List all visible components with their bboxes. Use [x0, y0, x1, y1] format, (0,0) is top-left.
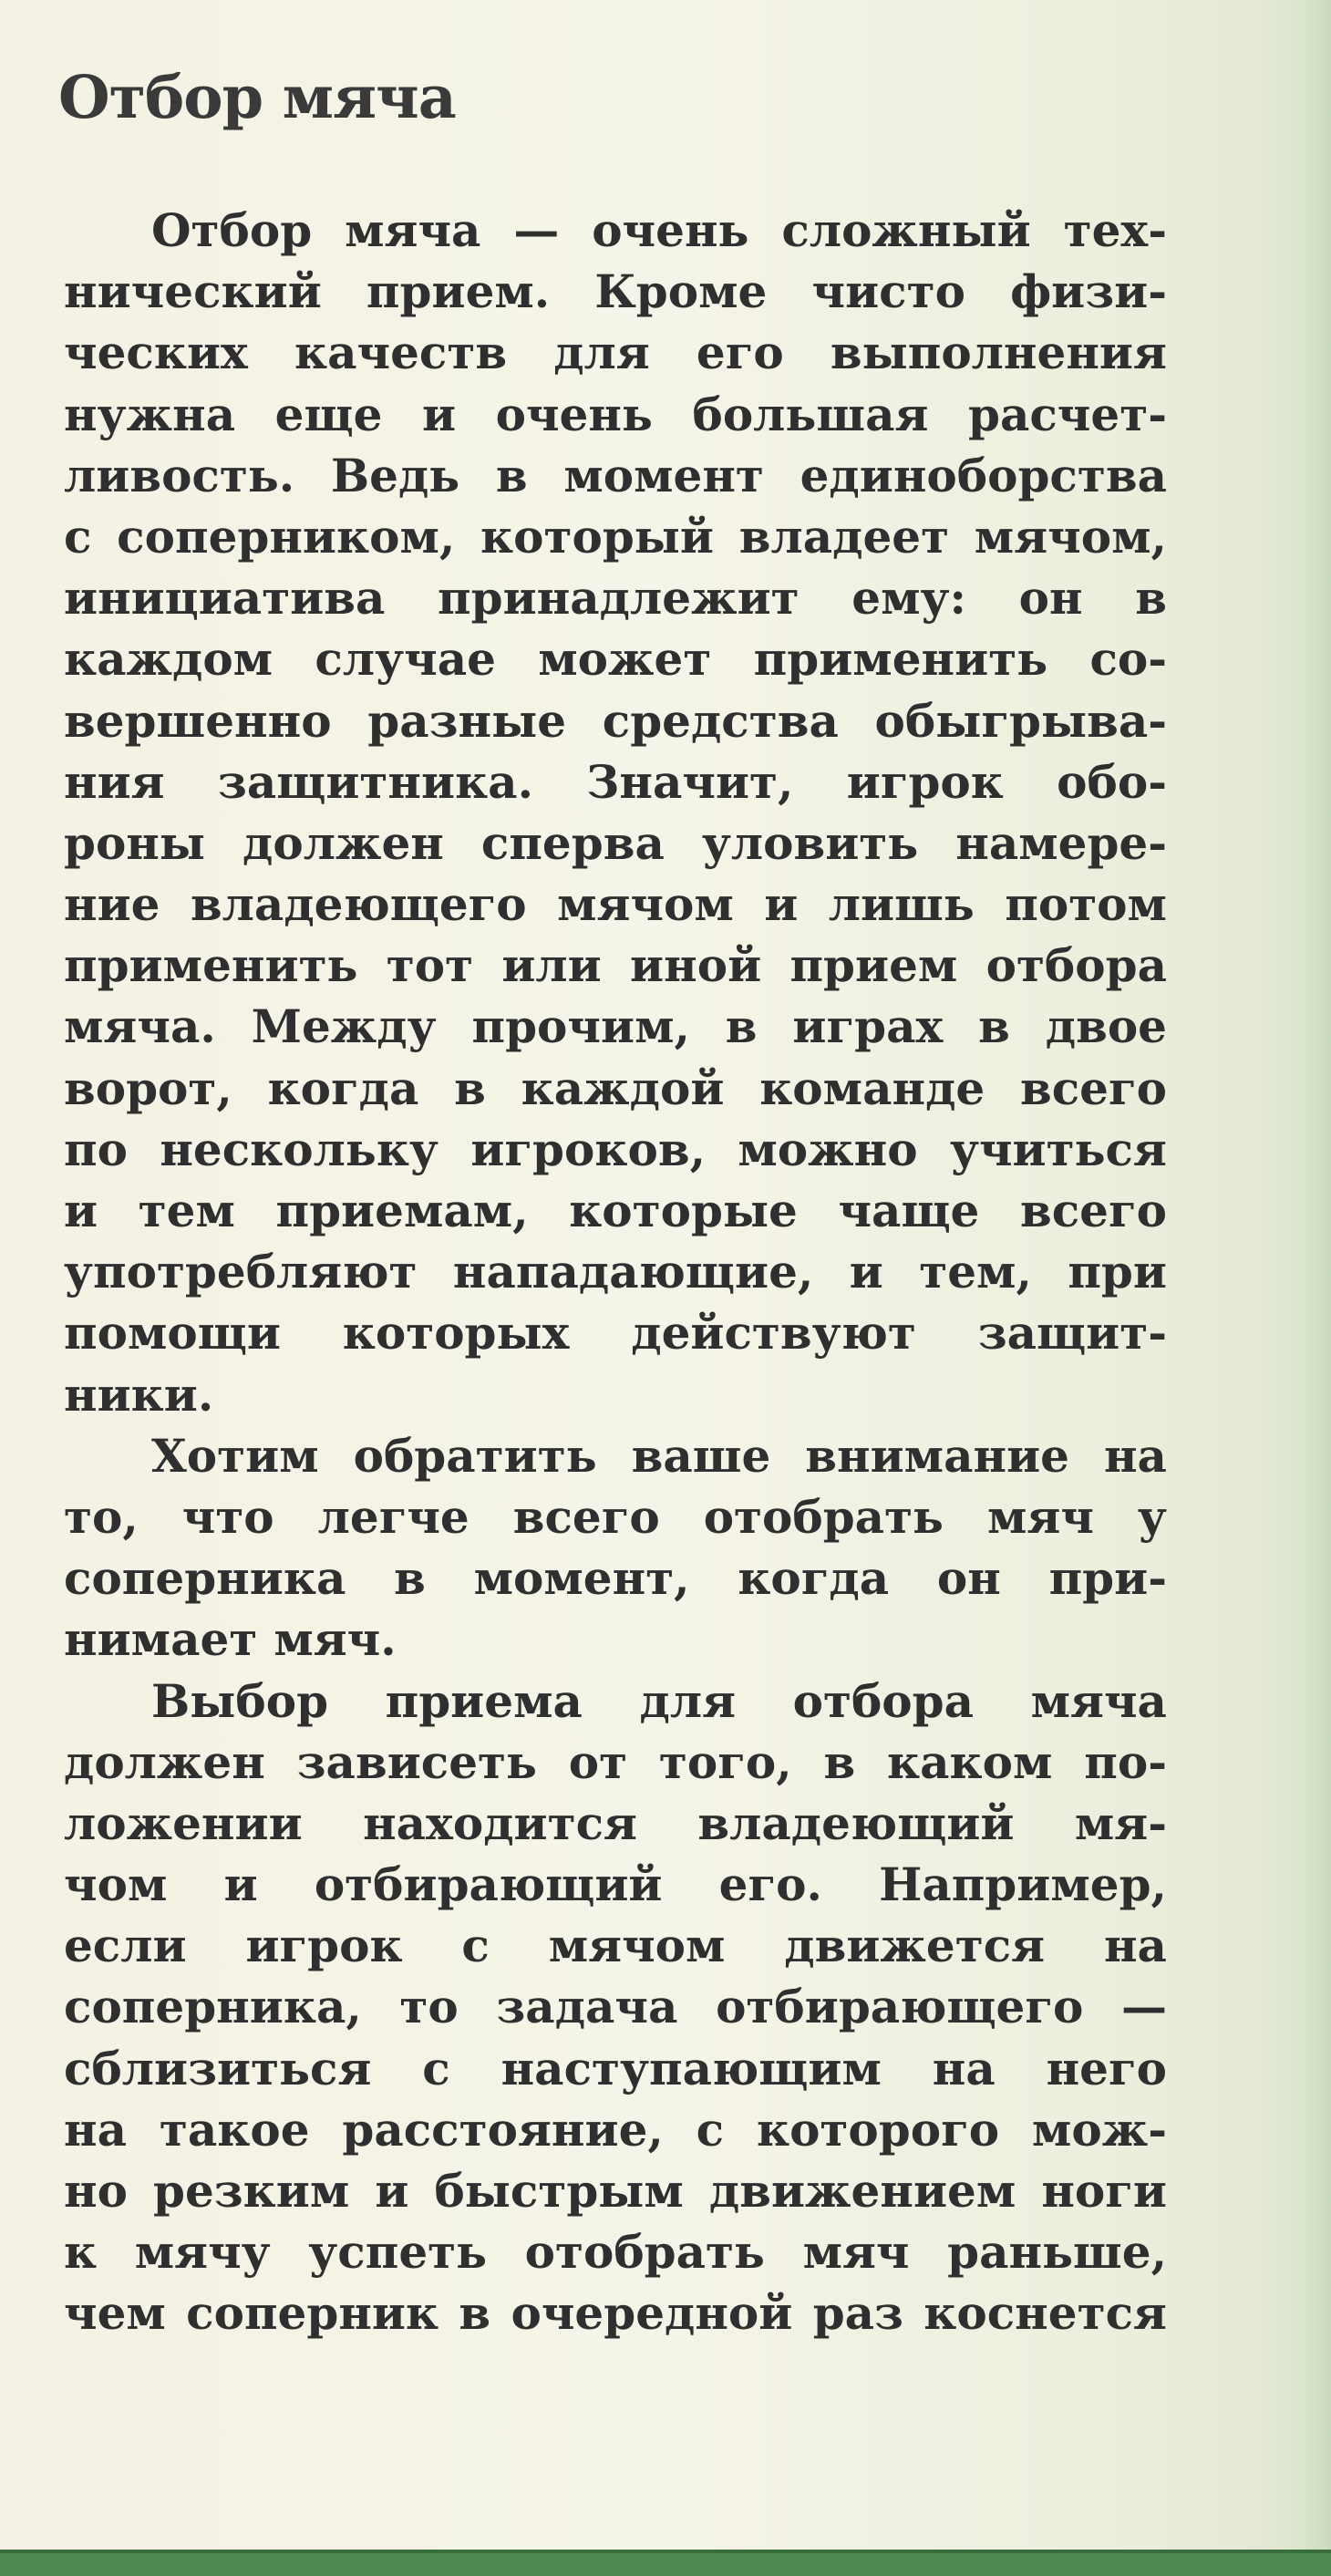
word: очередной — [511, 2286, 793, 2341]
word: которые — [569, 1184, 798, 1237]
word: разные — [367, 693, 567, 748]
word: отбора — [985, 938, 1167, 993]
text-line — [64, 1854, 1167, 1915]
word: мячом — [548, 1919, 726, 1973]
word: сперва — [480, 815, 665, 870]
word: ваше — [631, 1428, 771, 1483]
word: соперник — [186, 2286, 439, 2341]
word: его — [696, 326, 784, 380]
word: мяч — [986, 1489, 1094, 1544]
text-line — [64, 1609, 1167, 1670]
word: защитника. — [217, 754, 533, 809]
word: отбирающий — [314, 1857, 663, 1912]
word: наступающим — [500, 2041, 882, 2095]
text-line — [64, 2160, 1167, 2221]
text-line — [64, 628, 1167, 689]
text-line — [64, 1180, 1167, 1241]
word: нападающие, — [452, 1245, 814, 1299]
word: быстрым — [434, 2164, 684, 2218]
word: по — [64, 1122, 128, 1176]
word: очень — [592, 203, 749, 257]
text-line — [64, 1364, 1167, 1425]
word: в — [454, 1060, 486, 1115]
word: который — [480, 509, 715, 564]
text-line — [64, 812, 1167, 874]
word: он — [936, 1551, 1001, 1606]
word: мя- — [1074, 1795, 1167, 1850]
text-line — [64, 1793, 1167, 1854]
text-line — [64, 1732, 1167, 1793]
word: тот — [386, 938, 474, 993]
word: употребляют — [64, 1245, 418, 1299]
word: со- — [1089, 632, 1167, 687]
text-line — [64, 567, 1167, 628]
word: сблизиться — [64, 2041, 372, 2095]
word: того, — [658, 1734, 792, 1789]
word: владеющего — [190, 877, 527, 932]
word: приемам, — [275, 1184, 529, 1237]
text-line — [64, 384, 1167, 445]
text-line — [64, 874, 1167, 935]
word: для — [639, 1673, 737, 1728]
word: игроков, — [470, 1122, 706, 1176]
word: — — [513, 203, 560, 257]
word: должен — [64, 1734, 265, 1789]
word: к — [64, 2225, 98, 2280]
word: и — [849, 1245, 883, 1299]
text-line — [64, 445, 1167, 506]
word: владеющий — [697, 1795, 1015, 1850]
text-line — [64, 935, 1167, 996]
word: с — [461, 1919, 490, 1973]
word: тем — [138, 1184, 235, 1237]
word: раз — [812, 2286, 903, 2341]
page-fold-line — [1274, 27, 1277, 2544]
word: обратить — [353, 1428, 597, 1483]
word: тем, — [919, 1245, 1032, 1299]
text-line — [64, 1915, 1167, 1976]
text-line — [64, 751, 1167, 812]
word: качеств — [294, 326, 508, 380]
word: может — [538, 632, 712, 687]
word: ния — [64, 754, 165, 809]
text-line — [64, 996, 1167, 1057]
word: соперника — [64, 1551, 346, 1606]
word: инициатива — [64, 571, 386, 626]
word: мячом, — [974, 509, 1167, 564]
word: ники. — [64, 1367, 214, 1422]
word: в — [459, 2286, 491, 2341]
word: всего — [512, 1489, 660, 1544]
word: обо- — [1057, 754, 1167, 809]
word: то, — [64, 1489, 139, 1544]
word: принадлежит — [438, 571, 800, 626]
word: ноги — [1041, 2164, 1167, 2218]
word: и — [764, 877, 799, 932]
word: Выбор — [151, 1673, 329, 1728]
word: на — [932, 2041, 996, 2095]
word: соперника, — [64, 1980, 362, 2034]
word: потом — [1005, 877, 1167, 932]
word: действуют — [631, 1306, 916, 1360]
word: на — [64, 2102, 127, 2157]
word: каждом — [64, 632, 273, 687]
word: единоборства — [800, 448, 1167, 502]
word: движется — [784, 1919, 1046, 1973]
text-line — [64, 261, 1167, 322]
word: движением — [708, 2164, 1016, 2218]
word: Кроме — [594, 264, 768, 319]
word: учиться — [949, 1122, 1167, 1176]
word: ложении — [64, 1795, 303, 1850]
word: мяча — [1030, 1673, 1167, 1728]
text-line — [64, 2221, 1167, 2282]
word: на — [1103, 1428, 1167, 1483]
word: для — [553, 326, 650, 380]
word: в — [823, 1734, 856, 1789]
word: чаще — [838, 1184, 980, 1237]
word: Хотим — [151, 1428, 319, 1483]
word: всего — [1020, 1060, 1167, 1115]
word: Отбор — [151, 203, 313, 257]
text-line — [64, 1425, 1167, 1486]
section-heading: Отбор мяча — [58, 63, 456, 132]
word: иной — [630, 938, 762, 993]
word: большая — [692, 387, 929, 441]
word: когда — [738, 1551, 890, 1606]
word: мож- — [1031, 2102, 1167, 2157]
word: уловить — [701, 815, 919, 870]
word: мячу — [134, 2225, 271, 2280]
word: помощи — [64, 1306, 281, 1360]
word: физи- — [1010, 264, 1167, 319]
word: каком — [887, 1734, 1053, 1789]
word: задача — [496, 1980, 678, 2034]
word: приема — [385, 1673, 583, 1728]
text-line — [64, 1302, 1167, 1363]
text-line — [64, 1486, 1167, 1547]
word: в — [394, 1551, 426, 1606]
word: такое — [159, 2102, 310, 2157]
word: нескольку — [160, 1122, 439, 1176]
word: ливость. — [64, 448, 295, 502]
word: намере- — [955, 815, 1167, 870]
word: мяч — [802, 2225, 910, 2280]
text-line — [64, 2038, 1167, 2099]
word: выполнения — [830, 326, 1167, 380]
word: чем — [64, 2286, 166, 2341]
word: с — [422, 2041, 450, 2095]
word: коснется — [923, 2286, 1167, 2341]
word: сложный — [781, 203, 1031, 257]
word: отобрать — [524, 2225, 765, 2280]
word: внимание — [805, 1428, 1069, 1483]
word: соперником, — [117, 509, 456, 564]
word: Значит, — [586, 754, 794, 809]
text-line — [64, 1976, 1167, 2037]
body-text — [64, 200, 1167, 2344]
word: в — [1135, 571, 1167, 626]
word: отбора — [792, 1673, 974, 1728]
word: обыгрыва- — [874, 693, 1167, 748]
word: расчет- — [968, 387, 1167, 441]
word: то — [399, 1980, 459, 2034]
text-line — [64, 1119, 1167, 1180]
text-line — [64, 200, 1167, 261]
text-line — [64, 2099, 1167, 2160]
word: у — [1137, 1489, 1167, 1544]
word: расстояние, — [342, 2102, 664, 2157]
word: ему: — [851, 571, 966, 626]
text-line — [64, 1058, 1167, 1119]
word: средства — [602, 693, 839, 748]
word: в — [495, 448, 528, 502]
word: на — [1103, 1919, 1167, 1973]
text-line — [64, 690, 1167, 751]
word: мячом — [557, 877, 734, 932]
word: легче — [317, 1489, 469, 1544]
word: при — [1068, 1245, 1167, 1299]
text-line — [64, 506, 1167, 567]
word: при- — [1048, 1551, 1167, 1606]
word: прием — [789, 938, 958, 993]
word: владеет — [738, 509, 950, 564]
word: прием. — [366, 264, 551, 319]
word: ческих — [64, 326, 248, 380]
word: момент — [563, 448, 764, 502]
word: нужна — [64, 387, 236, 441]
word: прочим, — [471, 999, 690, 1054]
word: момент, — [473, 1551, 690, 1606]
word: нический — [64, 264, 322, 319]
word: Между — [251, 999, 437, 1054]
word: когда — [267, 1060, 419, 1115]
word: защит- — [977, 1306, 1167, 1360]
word: ворот, — [64, 1060, 232, 1115]
word: его. — [718, 1857, 822, 1912]
word: и — [64, 1184, 98, 1237]
word: игрок — [846, 754, 1004, 809]
word: мяча — [345, 203, 481, 257]
word: можно — [738, 1122, 918, 1176]
word: если — [64, 1919, 187, 1973]
text-line — [64, 1671, 1167, 1732]
word: еще — [274, 387, 383, 441]
word: отобрать — [703, 1489, 944, 1544]
word: вершенно — [64, 693, 332, 748]
word: что — [181, 1489, 274, 1544]
word: роны — [64, 815, 206, 870]
word: нимает — [64, 1612, 258, 1667]
word: отбирающего — [716, 1980, 1084, 2034]
word: применить — [753, 632, 1048, 687]
word: он — [1018, 571, 1083, 626]
word: чом — [64, 1857, 168, 1912]
word: каждой — [521, 1060, 725, 1115]
word: всего — [1019, 1184, 1167, 1237]
word: команде — [759, 1060, 985, 1115]
word: которого — [756, 2102, 1000, 2157]
word: но — [64, 2164, 128, 2218]
word: Ведь — [330, 448, 460, 502]
word: и — [375, 2164, 409, 2218]
text-line — [64, 2282, 1167, 2343]
word: ние — [64, 877, 160, 932]
word: чисто — [811, 264, 965, 319]
word: в — [978, 999, 1010, 1054]
text-line — [64, 1547, 1167, 1609]
word: находится — [363, 1795, 637, 1850]
word: от — [568, 1734, 628, 1789]
word: которых — [342, 1306, 570, 1360]
word: двое — [1045, 999, 1167, 1054]
word: раньше, — [947, 2225, 1167, 2280]
word: очень — [495, 387, 653, 441]
word: зависеть — [296, 1734, 537, 1789]
word: и — [223, 1857, 258, 1912]
word: с — [64, 509, 92, 564]
word: или — [501, 938, 602, 993]
word: него — [1046, 2041, 1167, 2095]
text-line — [64, 1241, 1167, 1302]
word: тех- — [1063, 203, 1167, 257]
word: резким — [152, 2164, 350, 2218]
word: в — [725, 999, 758, 1054]
word: случае — [315, 632, 496, 687]
word: и — [421, 387, 457, 441]
word: — — [1121, 1980, 1167, 2034]
word: применить — [64, 938, 358, 993]
word: по- — [1084, 1734, 1167, 1789]
word: лишь — [828, 877, 975, 932]
word: успеть — [308, 2225, 488, 2280]
word: Например, — [879, 1857, 1167, 1912]
word: должен — [242, 815, 444, 870]
text-line — [64, 322, 1167, 383]
word: играх — [792, 999, 944, 1054]
word: мяча. — [64, 999, 216, 1054]
word: игрок — [245, 1919, 403, 1973]
word: с — [696, 2102, 725, 2157]
word: мяч. — [273, 1612, 397, 1667]
